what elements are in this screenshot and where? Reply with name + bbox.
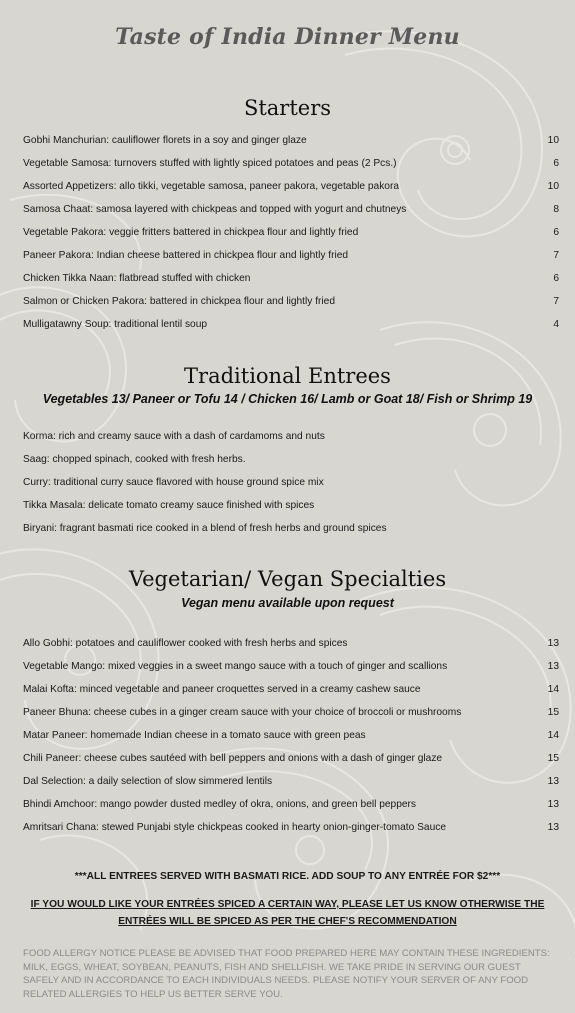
item-price: 8: [553, 204, 559, 215]
starters-heading: Starters: [243, 96, 332, 120]
vegetarian-list: [23, 632, 559, 839]
list-item: [23, 655, 559, 678]
list-item: [23, 175, 559, 198]
allergy-notice: FOOD ALLERGY NOTICE PLEASE BE ADVISED THAT FOOD PREPARED HERE MAY CONTAIN THESE INGREDIENTS: MILK, EGGS, WHEAT, SOYBEAN, PEANUTS, FISH AND SHELLFISH. WE TAKE PRIDE IN SERVING OUR GUEST SAFELY AND IN ACCORDANCE TO EACH INDIVIDUALS NEEDS. PLEASE NOTIFY YOUR SERVER OF ANY FOOD RELATED ALLERGIES TO HELP US BETTER SERVE YOU.: [23, 948, 550, 1000]
item-price: 15: [547, 707, 559, 718]
item-price: 4: [553, 319, 559, 330]
item-name: Samosa Chaat: samosa layered with chickpeas and topped with yogurt and chutneys: [23, 204, 407, 215]
list-item: [23, 678, 559, 701]
list-item: [23, 448, 559, 471]
item-price: 10: [547, 135, 559, 146]
list-item: [23, 793, 559, 816]
item-name: Korma: rich and creamy sauce with a dash of cardamoms and nuts: [23, 431, 325, 442]
item-name: Paneer Bhuna: cheese cubes in a ginger cream sauce with your choice of broccoli or mushrooms: [23, 707, 462, 718]
item-name: Amritsari Chana: stewed Punjabi style chickpeas cooked in hearty onion-ginger-tomato Sauce: [23, 822, 447, 833]
list-item: [23, 244, 559, 267]
item-price: 7: [553, 296, 559, 307]
list-item: [23, 724, 559, 747]
list-item: [23, 267, 559, 290]
vegan-note: Vegan menu available upon request: [181, 596, 394, 610]
item-price: 10: [547, 181, 559, 192]
item-name: Vegetable Samosa: turnovers stuffed with lightly spiced potatoes and peas (2 Pcs.): [23, 158, 397, 169]
item-name: Bhindi Amchoor: mango powder dusted medley of okra, onions, and green bell peppers: [23, 799, 417, 810]
item-name: Vegetable Pakora: veggie fritters battered in chickpea flour and lightly fried: [23, 227, 359, 238]
item-name: Allo Gobhi: potatoes and cauliflower cooked with fresh herbs and spices: [23, 638, 348, 649]
list-item: [23, 129, 559, 152]
item-name: Gobhi Manchurian: cauliflower florets in a soy and ginger glaze: [23, 135, 307, 146]
list-item: [23, 471, 559, 494]
item-name: Biryani: fragrant basmati rice cooked in a blend of fresh herbs and ground spices: [23, 523, 387, 534]
item-price: 7: [553, 250, 559, 261]
item-name: Assorted Appetizers: allo tikki, vegetable samosa, paneer pakora, vegetable pakora: [23, 181, 400, 192]
list-item: [23, 701, 559, 724]
item-price: 13: [547, 822, 559, 833]
entrees-list: [23, 425, 559, 540]
starters-list: [23, 129, 559, 336]
item-price: 13: [547, 661, 559, 672]
list-item: [23, 494, 559, 517]
item-price: 15: [547, 753, 559, 764]
item-name: Dal Selection: a daily selection of slow simmered lentils: [23, 776, 273, 787]
item-name: Matar Paneer: homemade Indian cheese in a tomato sauce with green peas: [23, 730, 366, 741]
list-item: [23, 632, 559, 655]
item-name: Tikka Masala: delicate tomato creamy sauce finished with spices: [23, 500, 315, 511]
entrees-pricing: Vegetables 13/ Paneer or Tofu 14 / Chicken 16/ Lamb or Goat 18/ Fish or Shrimp 19: [42, 392, 533, 406]
entrees-heading: Traditional Entrees: [184, 364, 391, 388]
item-price: 13: [547, 638, 559, 649]
list-item: [23, 221, 559, 244]
list-item: [23, 770, 559, 793]
basmati-note: ***ALL ENTREES SERVED WITH BASMATI RICE. ADD SOUP TO ANY ENTRÉE FOR $2***: [74, 871, 501, 882]
item-price: 14: [547, 730, 559, 741]
list-item: [23, 198, 559, 221]
item-name: Malai Kofta: minced vegetable and paneer croquettes served in a creamy cashew sauce: [23, 684, 421, 695]
list-item: [23, 290, 559, 313]
list-item: [23, 313, 559, 336]
item-price: 13: [547, 776, 559, 787]
item-price: 14: [547, 684, 559, 695]
list-item: [23, 152, 559, 175]
vegetarian-heading: Vegetarian/ Vegan Specialties: [128, 567, 447, 591]
item-price: 6: [553, 158, 559, 169]
item-name: Chili Paneer: cheese cubes sautéed with bell peppers and onions with a dash of ginger glaze: [23, 753, 443, 764]
list-item: [23, 816, 559, 839]
item-name: Chicken Tikka Naan: flatbread stuffed with chicken: [23, 273, 251, 284]
spice-note: IF YOU WOULD LIKE YOUR ENTRÉES SPICED A CERTAIN WAY, PLEASE LET US KNOW OTHERWISE THE ENTRÉES WILL BE SPICED AS PER THE CHEF'S RECOMMENDATION: [30, 899, 545, 927]
item-name: Mulligatawny Soup: traditional lentil soup: [23, 319, 208, 330]
item-price: 6: [553, 273, 559, 284]
item-name: Curry: traditional curry sauce flavored with house ground spice mix: [23, 477, 324, 488]
item-name: Paneer Pakora: Indian cheese battered in chickpea flour and lightly fried: [23, 250, 349, 261]
item-price: 6: [553, 227, 559, 238]
item-price: 13: [547, 799, 559, 810]
item-name: Vegetable Mango: mixed veggies in a sweet mango sauce with a touch of ginger and scallions: [23, 661, 448, 672]
list-item: [23, 747, 559, 770]
item-name: Saag: chopped spinach, cooked with fresh herbs.: [23, 454, 246, 465]
list-item: [23, 517, 559, 540]
menu-title: Taste of India Dinner Menu: [115, 24, 460, 50]
item-name: Salmon or Chicken Pakora: battered in chickpea flour and lightly fried: [23, 296, 336, 307]
list-item: [23, 425, 559, 448]
